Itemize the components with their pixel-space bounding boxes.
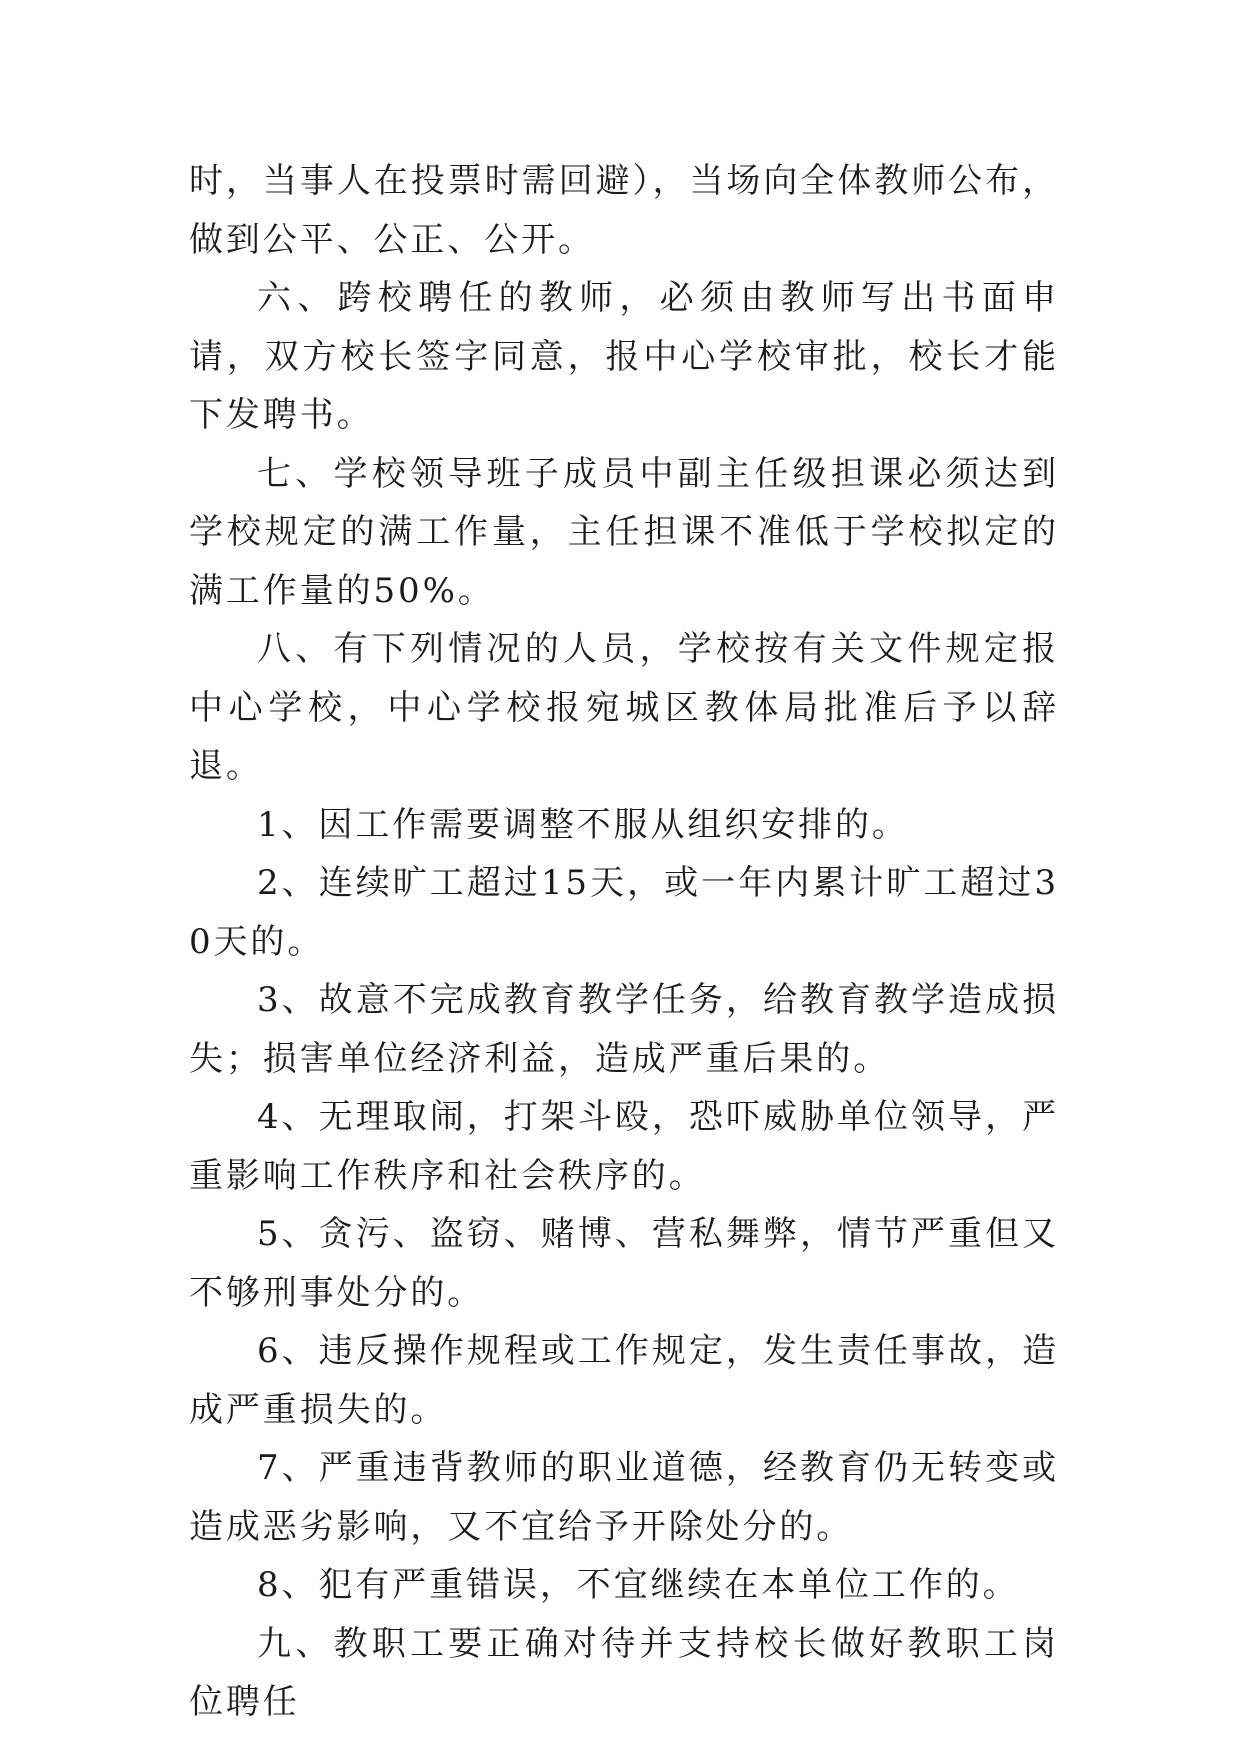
list-item-2: 2、连续旷工超过15天，或一年内累计旷工超过30天的。 (189, 863, 1059, 962)
document-body (189, 152, 1059, 1732)
paragraph-item-7-leadership-workload: 七、学校领导班子成员中副主任级担课必须达到学校规定的满工作量，主任担课不准低于学校拟定的满工作量的50%。 (189, 453, 1059, 611)
list-item-1: 1、因工作需要调整不服从组织安排的。 (257, 804, 909, 845)
paragraph-item-8-dismissal-conditions: 八、有下列情况的人员，学校按有关文件规定报中心学校，中心学校报宛城区教体局批准后予以辞退。 (189, 629, 1059, 786)
paragraph-item-9-support-hiring: 九、教职工要正确对待并支持校长做好教职工岗位聘任 (189, 1623, 1059, 1722)
paragraph-item-6-cross-school-hiring: 六、跨校聘任的教师，必须由教师写出书面申请，双方校长签字同意，报中心学校审批，校长才能下发聘书。 (189, 278, 1059, 435)
list-item-4: 4、无理取闹，打架斗殴，恐吓威胁单位领导，严重影响工作秩序和社会秩序的。 (189, 1097, 1059, 1196)
paragraph-voting-continuation: 时，当事人在投票时需回避），当场向全体教师公布，做到公平、公正、公开。 (189, 161, 1059, 260)
list-item-8: 8、犯有严重错误，不宜继续在本单位工作的。 (257, 1565, 1020, 1605)
list-item-5: 5、贪污、盗窃、赌博、营私舞弊，情节严重但又不够刑事处分的。 (189, 1214, 1059, 1313)
list-item-7: 7、严重违背教师的职业道德，经教育仍无转变或造成恶劣影响，又不宜给予开除处分的。 (189, 1448, 1059, 1547)
list-item-3: 3、故意不完成教育教学任务，给教育教学造成损失；损害单位经济利益，造成严重后果的。 (189, 980, 1059, 1079)
list-item-6: 6、违反操作规程或工作规定，发生责任事故，造成严重损失的。 (189, 1331, 1059, 1430)
